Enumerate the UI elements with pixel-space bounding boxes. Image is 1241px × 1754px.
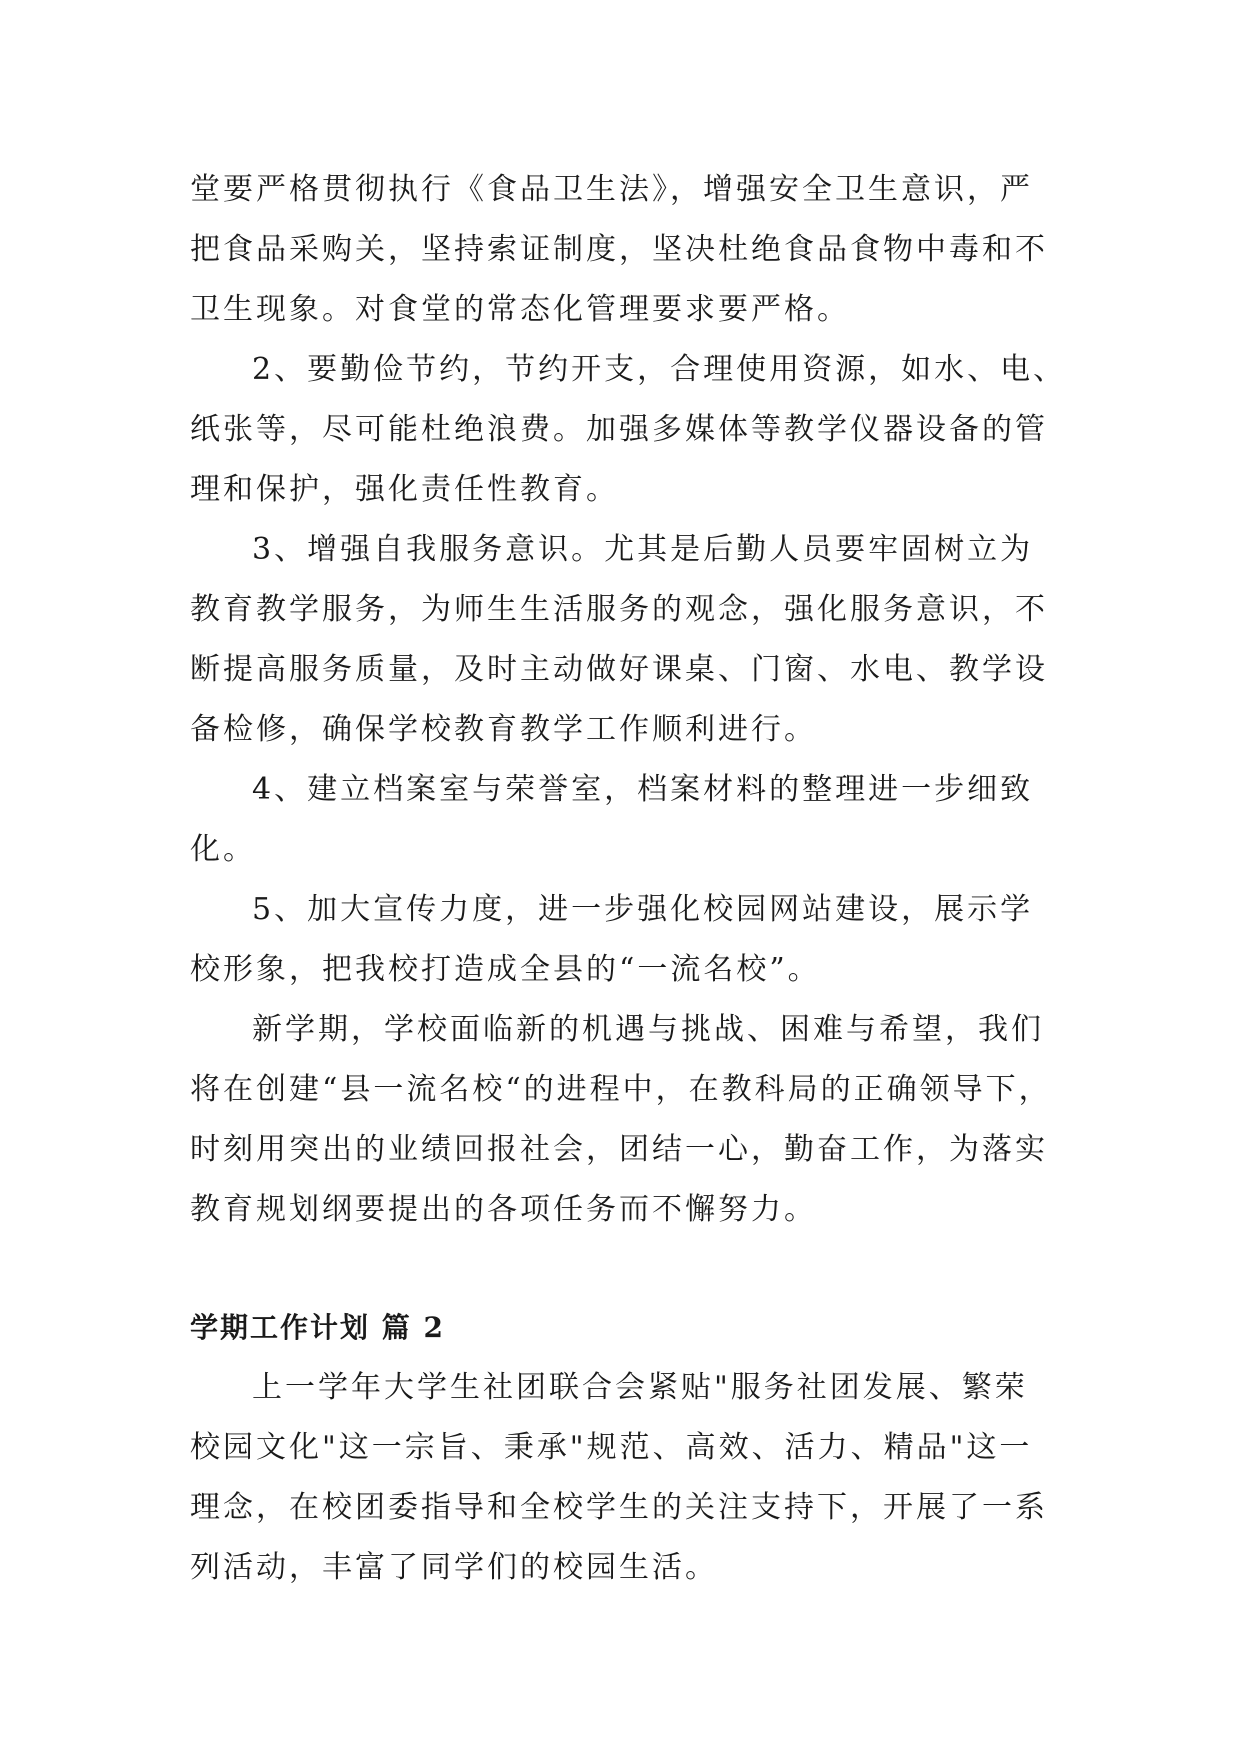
text-line: 教育规划纲要提出的各项任务而不懈努力。	[190, 1192, 817, 1227]
text-line: 新学期，学校面临新的机遇与挑战、困难与希望，我们	[252, 1012, 1044, 1047]
text-line: 理和保护，强化责任性教育。	[190, 472, 619, 507]
text-line: 校园文化"这一宗旨、秉承"规范、高效、活力、精品"这一	[190, 1430, 1033, 1465]
text-line: 教育教学服务，为师生生活服务的观念，强化服务意识，不	[190, 592, 1048, 627]
text-line: 备检修，确保学校教育教学工作顺利进行。	[190, 712, 817, 747]
text-line: 化。	[190, 832, 256, 867]
text-line: 时刻用突出的业绩回报社会，团结一心，勤奋工作，为落实	[190, 1132, 1048, 1167]
text-line: 5、加大宣传力度，进一步强化校园网站建设，展示学	[252, 892, 1034, 927]
text-line: 列活动，丰富了同学们的校园生活。	[190, 1550, 718, 1585]
text-line: 断提高服务质量，及时主动做好课桌、门窗、水电、教学设	[190, 652, 1048, 687]
document-body	[190, 160, 1070, 1598]
section-title: 学期工作计划 篇 2	[190, 1311, 445, 1344]
text-line: 把食品采购关，坚持索证制度，坚决杜绝食品食物中毒和不	[190, 232, 1048, 267]
text-line: 4、建立档案室与荣誉室，档案材料的整理进一步细致	[252, 772, 1034, 807]
paragraph-new-semester	[190, 1000, 1070, 1240]
text-line: 纸张等，尽可能杜绝浪费。加强多媒体等教学仪器设备的管	[190, 412, 1048, 447]
paragraph-item-3	[190, 520, 1070, 760]
paragraph-canteen-hygiene	[190, 160, 1070, 340]
paragraph-item-5	[190, 880, 1070, 1000]
paragraph-item-2	[190, 340, 1070, 520]
text-line: 3、增强自我服务意识。尤其是后勤人员要牢固树立为	[252, 532, 1034, 567]
text-line: 上一学年大学生社团联合会紧贴"服务社团发展、繁荣	[252, 1370, 1028, 1405]
paragraph-student-union	[190, 1358, 1070, 1598]
text-line: 堂要严格贯彻执行《食品卫生法》，增强安全卫生意识，严	[190, 172, 1033, 207]
text-line: 校形象，把我校打造成全县的“一流名校”。	[190, 952, 821, 987]
paragraph-item-4	[190, 760, 1070, 880]
text-line: 理念，在校团委指导和全校学生的关注支持下，开展了一系	[190, 1490, 1048, 1525]
text-line: 2、要勤俭节约，节约开支，合理使用资源，如水、电、	[252, 352, 1067, 387]
text-line: 卫生现象。对食堂的常态化管理要求要严格。	[190, 292, 850, 327]
text-line: 将在创建“县一流名校“的进程中，在教科局的正确领导下，	[190, 1072, 1052, 1107]
